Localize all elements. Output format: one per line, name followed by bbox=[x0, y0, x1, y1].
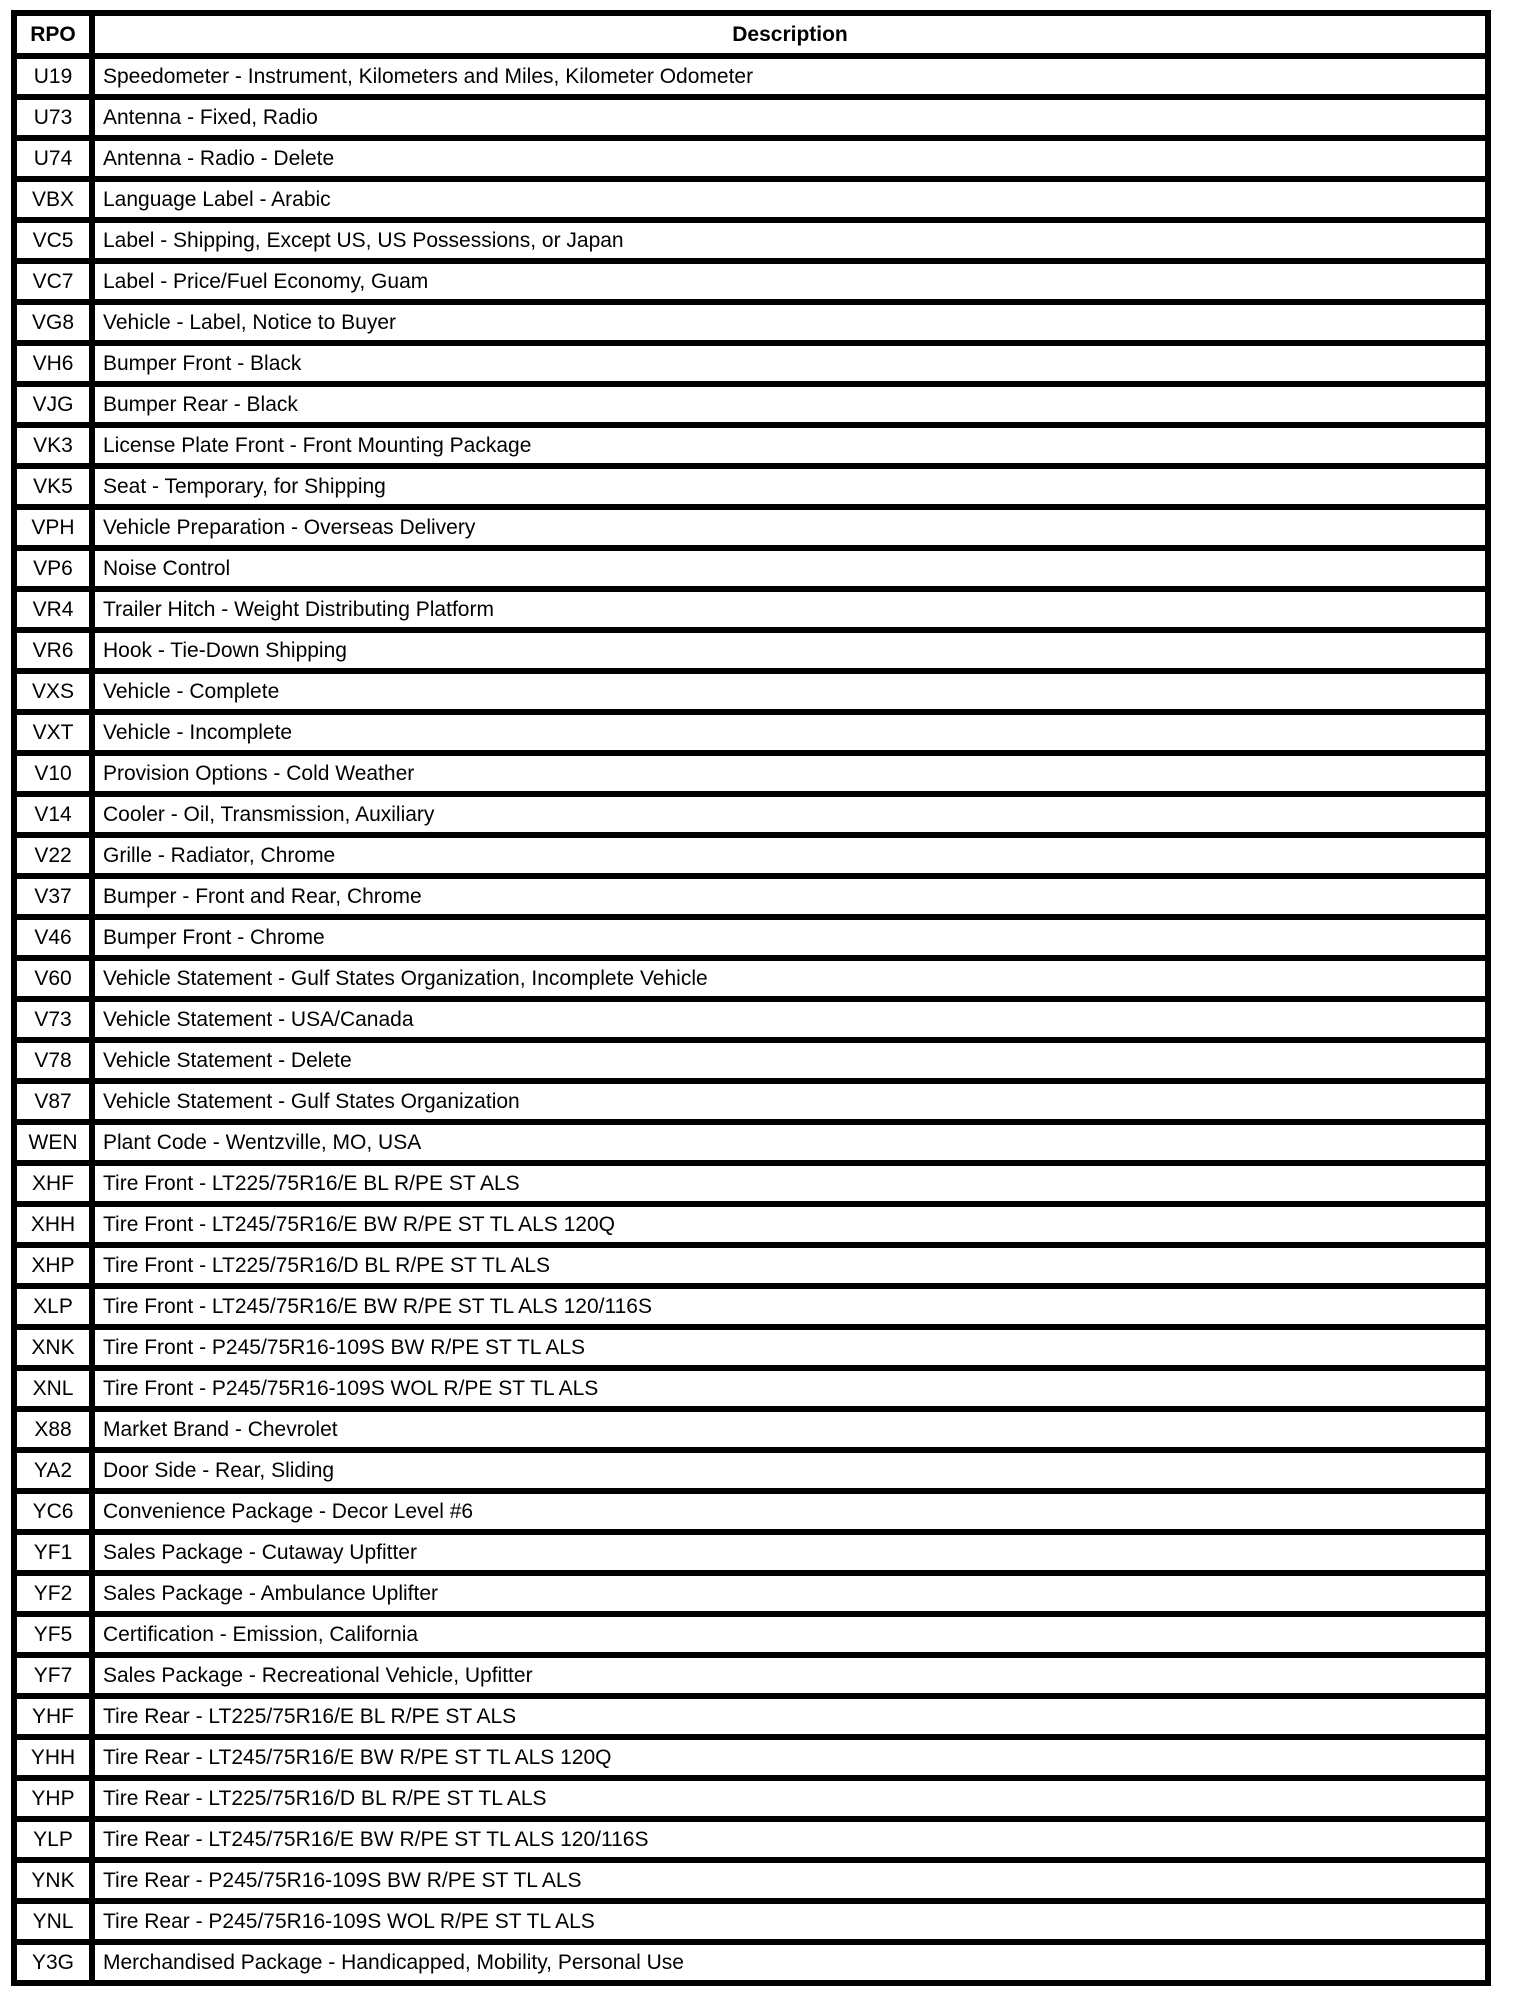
table-row bbox=[14, 1491, 1488, 1532]
description-cell: Label - Shipping, Except US, US Possessions, or Japan bbox=[92, 220, 1488, 261]
table-row bbox=[14, 958, 1488, 999]
rpo-cell: X88 bbox=[14, 1409, 92, 1450]
rpo-cell: VH6 bbox=[14, 343, 92, 384]
table-row bbox=[14, 1860, 1488, 1901]
table-row bbox=[14, 179, 1488, 220]
table-row bbox=[14, 97, 1488, 138]
description-cell: Certification - Emission, California bbox=[92, 1614, 1488, 1655]
rpo-cell: XNL bbox=[14, 1368, 92, 1409]
table-row bbox=[14, 1819, 1488, 1860]
description-cell: Merchandised Package - Handicapped, Mobility, Personal Use bbox=[92, 1942, 1488, 1983]
description-cell: Language Label - Arabic bbox=[92, 179, 1488, 220]
description-cell: Plant Code - Wentzville, MO, USA bbox=[92, 1122, 1488, 1163]
rpo-cell: V14 bbox=[14, 794, 92, 835]
description-cell: Tire Rear - LT245/75R16/E BW R/PE ST TL ALS 120Q bbox=[92, 1737, 1488, 1778]
table-row bbox=[14, 1614, 1488, 1655]
description-cell: Tire Front - LT245/75R16/E BW R/PE ST TL ALS 120/116S bbox=[92, 1286, 1488, 1327]
rpo-cell: V78 bbox=[14, 1040, 92, 1081]
rpo-cell: YF1 bbox=[14, 1532, 92, 1573]
rpo-column-header: RPO bbox=[14, 13, 92, 56]
description-cell: Vehicle Statement - Gulf States Organization, Incomplete Vehicle bbox=[92, 958, 1488, 999]
rpo-cell: XHP bbox=[14, 1245, 92, 1286]
rpo-cell: XNK bbox=[14, 1327, 92, 1368]
description-cell: Sales Package - Recreational Vehicle, Upfitter bbox=[92, 1655, 1488, 1696]
rpo-cell: VR4 bbox=[14, 589, 92, 630]
table-row bbox=[14, 630, 1488, 671]
table-row bbox=[14, 1081, 1488, 1122]
table-row bbox=[14, 753, 1488, 794]
description-cell: Vehicle Statement - Gulf States Organization bbox=[92, 1081, 1488, 1122]
description-cell: Bumper - Front and Rear, Chrome bbox=[92, 876, 1488, 917]
table-row bbox=[14, 671, 1488, 712]
description-cell: Grille - Radiator, Chrome bbox=[92, 835, 1488, 876]
table-row bbox=[14, 917, 1488, 958]
rpo-cell: YF7 bbox=[14, 1655, 92, 1696]
description-cell: Door Side - Rear, Sliding bbox=[92, 1450, 1488, 1491]
description-cell: Bumper Front - Chrome bbox=[92, 917, 1488, 958]
rpo-cell: VC5 bbox=[14, 220, 92, 261]
description-cell: Vehicle - Complete bbox=[92, 671, 1488, 712]
description-cell: Speedometer - Instrument, Kilometers and Miles, Kilometer Odometer bbox=[92, 56, 1488, 97]
rpo-cell: VJG bbox=[14, 384, 92, 425]
rpo-cell: U19 bbox=[14, 56, 92, 97]
table-row bbox=[14, 56, 1488, 97]
table-row bbox=[14, 1450, 1488, 1491]
rpo-cell: V46 bbox=[14, 917, 92, 958]
rpo-cell: VXT bbox=[14, 712, 92, 753]
table-row bbox=[14, 1368, 1488, 1409]
rpo-cell: WEN bbox=[14, 1122, 92, 1163]
description-cell: Cooler - Oil, Transmission, Auxiliary bbox=[92, 794, 1488, 835]
rpo-cell: V22 bbox=[14, 835, 92, 876]
table-row bbox=[14, 876, 1488, 917]
description-cell: Trailer Hitch - Weight Distributing Platform bbox=[92, 589, 1488, 630]
table-row bbox=[14, 1573, 1488, 1614]
description-cell: Antenna - Radio - Delete bbox=[92, 138, 1488, 179]
rpo-cell: V10 bbox=[14, 753, 92, 794]
rpo-cell: U73 bbox=[14, 97, 92, 138]
table-row bbox=[14, 1942, 1488, 1983]
rpo-cell: YHF bbox=[14, 1696, 92, 1737]
description-cell: Tire Rear - LT245/75R16/E BW R/PE ST TL ALS 120/116S bbox=[92, 1819, 1488, 1860]
rpo-cell: YHP bbox=[14, 1778, 92, 1819]
description-cell: License Plate Front - Front Mounting Package bbox=[92, 425, 1488, 466]
table-row bbox=[14, 794, 1488, 835]
rpo-cell: XLP bbox=[14, 1286, 92, 1327]
table-row bbox=[14, 466, 1488, 507]
table-body bbox=[14, 56, 1488, 1983]
rpo-cell: V37 bbox=[14, 876, 92, 917]
table-row bbox=[14, 712, 1488, 753]
table-row bbox=[14, 835, 1488, 876]
description-cell: Tire Front - LT225/75R16/D BL R/PE ST TL ALS bbox=[92, 1245, 1488, 1286]
table-row bbox=[14, 1409, 1488, 1450]
description-cell: Vehicle - Incomplete bbox=[92, 712, 1488, 753]
rpo-cell: V73 bbox=[14, 999, 92, 1040]
rpo-cell: YNL bbox=[14, 1901, 92, 1942]
table-row bbox=[14, 1901, 1488, 1942]
description-column-header: Description bbox=[92, 13, 1488, 56]
description-cell: Tire Rear - LT225/75R16/D BL R/PE ST TL ALS bbox=[92, 1778, 1488, 1819]
table-row bbox=[14, 548, 1488, 589]
rpo-cell: V60 bbox=[14, 958, 92, 999]
rpo-cell: VR6 bbox=[14, 630, 92, 671]
description-cell: Tire Rear - P245/75R16-109S WOL R/PE ST TL ALS bbox=[92, 1901, 1488, 1942]
rpo-cell: U74 bbox=[14, 138, 92, 179]
rpo-cell: VG8 bbox=[14, 302, 92, 343]
description-cell: Vehicle Statement - Delete bbox=[92, 1040, 1488, 1081]
header-row bbox=[14, 13, 1488, 56]
table-row bbox=[14, 589, 1488, 630]
rpo-table bbox=[11, 10, 1491, 1986]
description-cell: Label - Price/Fuel Economy, Guam bbox=[92, 261, 1488, 302]
description-cell: Convenience Package - Decor Level #6 bbox=[92, 1491, 1488, 1532]
table-row bbox=[14, 999, 1488, 1040]
table-row bbox=[14, 302, 1488, 343]
table-row bbox=[14, 1778, 1488, 1819]
description-cell: Noise Control bbox=[92, 548, 1488, 589]
table-row bbox=[14, 1286, 1488, 1327]
rpo-cell: YF5 bbox=[14, 1614, 92, 1655]
rpo-cell: YNK bbox=[14, 1860, 92, 1901]
rpo-cell: YF2 bbox=[14, 1573, 92, 1614]
table-row bbox=[14, 1040, 1488, 1081]
table-row bbox=[14, 343, 1488, 384]
rpo-cell: YC6 bbox=[14, 1491, 92, 1532]
table-row bbox=[14, 138, 1488, 179]
rpo-cell: XHF bbox=[14, 1163, 92, 1204]
table-row bbox=[14, 261, 1488, 302]
description-cell: Tire Front - P245/75R16-109S BW R/PE ST TL ALS bbox=[92, 1327, 1488, 1368]
rpo-cell: Y3G bbox=[14, 1942, 92, 1983]
table-row bbox=[14, 1245, 1488, 1286]
description-cell: Bumper Front - Black bbox=[92, 343, 1488, 384]
description-cell: Tire Rear - P245/75R16-109S BW R/PE ST TL ALS bbox=[92, 1860, 1488, 1901]
description-cell: Vehicle Statement - USA/Canada bbox=[92, 999, 1488, 1040]
description-cell: Seat - Temporary, for Shipping bbox=[92, 466, 1488, 507]
table-row bbox=[14, 507, 1488, 548]
table-row bbox=[14, 384, 1488, 425]
description-cell: Vehicle Preparation - Overseas Delivery bbox=[92, 507, 1488, 548]
description-cell: Provision Options - Cold Weather bbox=[92, 753, 1488, 794]
rpo-cell: VK5 bbox=[14, 466, 92, 507]
table-row bbox=[14, 1204, 1488, 1245]
table-row bbox=[14, 1163, 1488, 1204]
description-cell: Sales Package - Cutaway Upfitter bbox=[92, 1532, 1488, 1573]
rpo-cell: YA2 bbox=[14, 1450, 92, 1491]
description-cell: Tire Front - LT245/75R16/E BW R/PE ST TL ALS 120Q bbox=[92, 1204, 1488, 1245]
rpo-cell: XHH bbox=[14, 1204, 92, 1245]
description-cell: Hook - Tie-Down Shipping bbox=[92, 630, 1488, 671]
table-row bbox=[14, 1122, 1488, 1163]
table-row bbox=[14, 1327, 1488, 1368]
table-row bbox=[14, 1737, 1488, 1778]
description-cell: Tire Front - P245/75R16-109S WOL R/PE ST TL ALS bbox=[92, 1368, 1488, 1409]
description-cell: Tire Front - LT225/75R16/E BL R/PE ST ALS bbox=[92, 1163, 1488, 1204]
table-row bbox=[14, 1532, 1488, 1573]
description-cell: Antenna - Fixed, Radio bbox=[92, 97, 1488, 138]
table-row bbox=[14, 1696, 1488, 1737]
rpo-cell: VP6 bbox=[14, 548, 92, 589]
description-cell: Tire Rear - LT225/75R16/E BL R/PE ST ALS bbox=[92, 1696, 1488, 1737]
table-row bbox=[14, 220, 1488, 261]
description-cell: Market Brand - Chevrolet bbox=[92, 1409, 1488, 1450]
description-cell: Sales Package - Ambulance Uplifter bbox=[92, 1573, 1488, 1614]
rpo-cell: VC7 bbox=[14, 261, 92, 302]
rpo-cell: VK3 bbox=[14, 425, 92, 466]
rpo-cell: VBX bbox=[14, 179, 92, 220]
table-row bbox=[14, 425, 1488, 466]
rpo-cell: V87 bbox=[14, 1081, 92, 1122]
rpo-cell: VPH bbox=[14, 507, 92, 548]
table-row bbox=[14, 1655, 1488, 1696]
description-cell: Bumper Rear - Black bbox=[92, 384, 1488, 425]
rpo-cell: YHH bbox=[14, 1737, 92, 1778]
rpo-cell: YLP bbox=[14, 1819, 92, 1860]
rpo-cell: VXS bbox=[14, 671, 92, 712]
description-cell: Vehicle - Label, Notice to Buyer bbox=[92, 302, 1488, 343]
